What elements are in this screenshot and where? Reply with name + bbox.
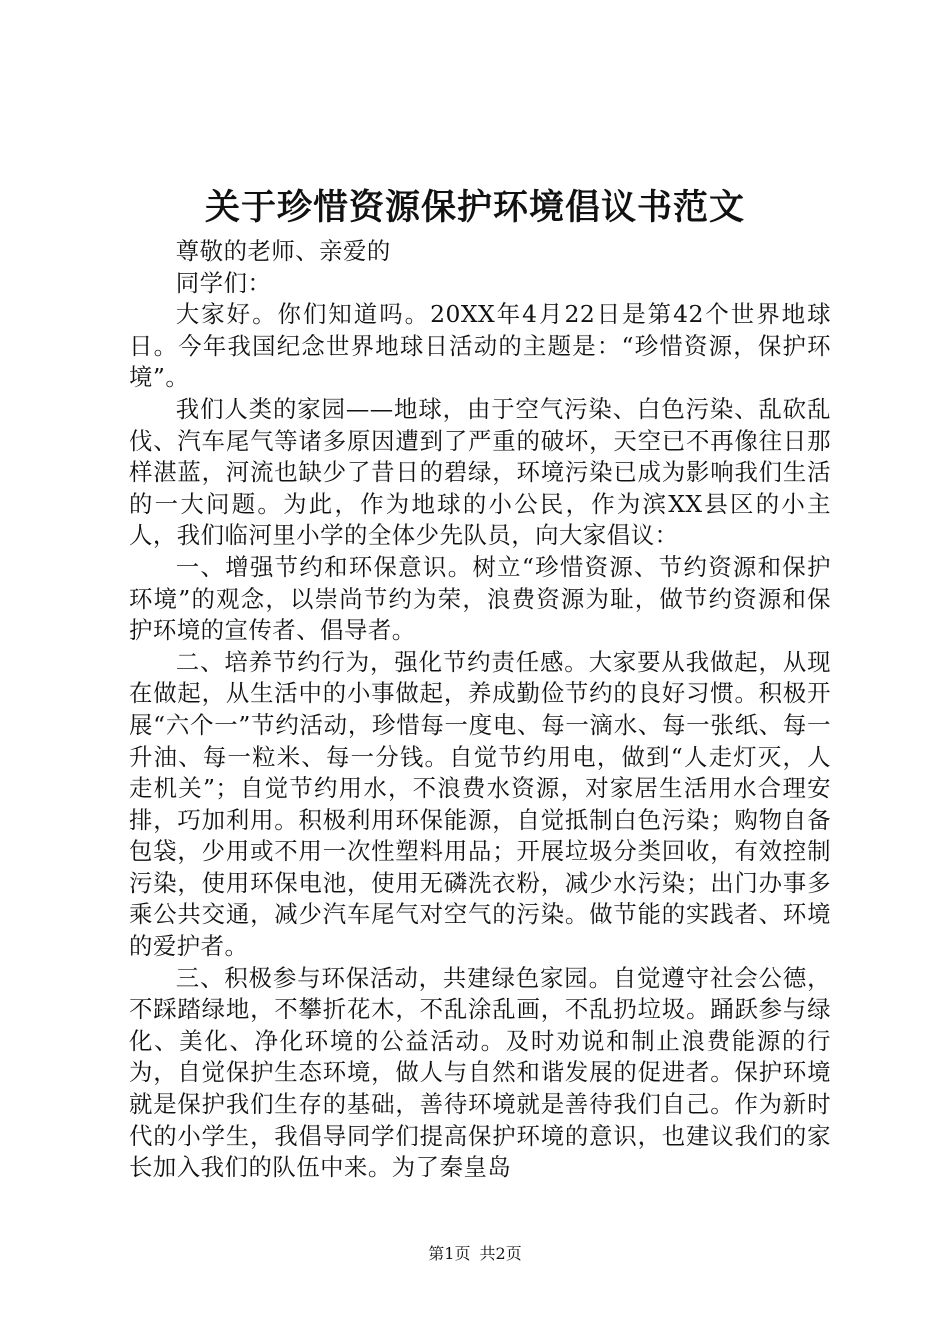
page-number: 第1页	[428, 1244, 471, 1263]
paragraph-intro: 大家好。你们知道吗。20XX年4月22日是第42个世界地球日。今年我国纪念世界地球日活动的主题是：“珍惜资源，保护环境”。	[129, 300, 831, 392]
paragraph-proposal-2: 二、培养节约行为，强化节约责任感。大家要从我做起，从现在做起，从生活中的小事做起，养成勤俭节约的良好习惯。积极开展“六个一”节约活动，珍惜每一度电、每一滴水、每一张纸、每一升油、每一粒米、每一分钱。自觉节约用电，做到“人走灯灭，人走机关”；自觉节约用水，不浪费水资源，对家居生活用水合理安排，巧加利用。积极利用环保能源，自觉抵制白色污染；购物自备包袋，少用或不用一次性塑料用品；开展垃圾分类回收，有效控制污染，使用环保电池，使用无磷洗衣粉，减少水污染；出门办事多乘公共交通，减少汽车尾气对空气的污染。做节能的实践者、环境的爱护者。	[129, 647, 831, 961]
paragraph-proposal-3: 三、积极参与环保活动，共建绿色家园。自觉遵守社会公德，不踩踏绿地，不攀折花木，不乱涂乱画，不乱扔垃圾。踊跃参与绿化、美化、净化环境的公益活动。及时劝说和制止浪费能源的行为，自觉保护生态环境，做人与自然和谐发展的促进者。保护环境就是保护我们生存的基础，善待环境就是善待我们自己。作为新时代的小学生，我倡导同学们提高保护环境的意识，也建议我们的家长加入我们的队伍中来。为了秦皇岛	[129, 963, 831, 1182]
paragraph-proposal-1: 一、增强节约和环保意识。树立“珍惜资源、节约资源和保护环境”的观念，以崇尚节约为荣，浪费资源为耻，做节约资源和保护环境的宣传者、倡导者。	[129, 552, 831, 645]
page-total: 共2页	[479, 1244, 522, 1263]
document-title: 关于珍惜资源保护环境倡议书范文	[204, 187, 745, 228]
document-body	[129, 236, 831, 1184]
salutation-line-1: 尊敬的老师、亲爱的	[175, 237, 391, 265]
salutation-line-2: 同学们：	[175, 268, 272, 297]
paragraph-background: 我们人类的家园——地球，由于空气污染、白色污染、乱砍乱伐、汽车尾气等诸多原因遭到了严重的破坏，天空已不再像往日那样湛蓝，河流也缺少了昔日的碧绿，环境污染已成为影响我们生活的一大问题。为此，作为地球的小公民，作为滨XX县区的小主人，我们临河里小学的全体少先队员，向大家倡议：	[129, 394, 831, 550]
page-footer	[0, 1243, 950, 1265]
